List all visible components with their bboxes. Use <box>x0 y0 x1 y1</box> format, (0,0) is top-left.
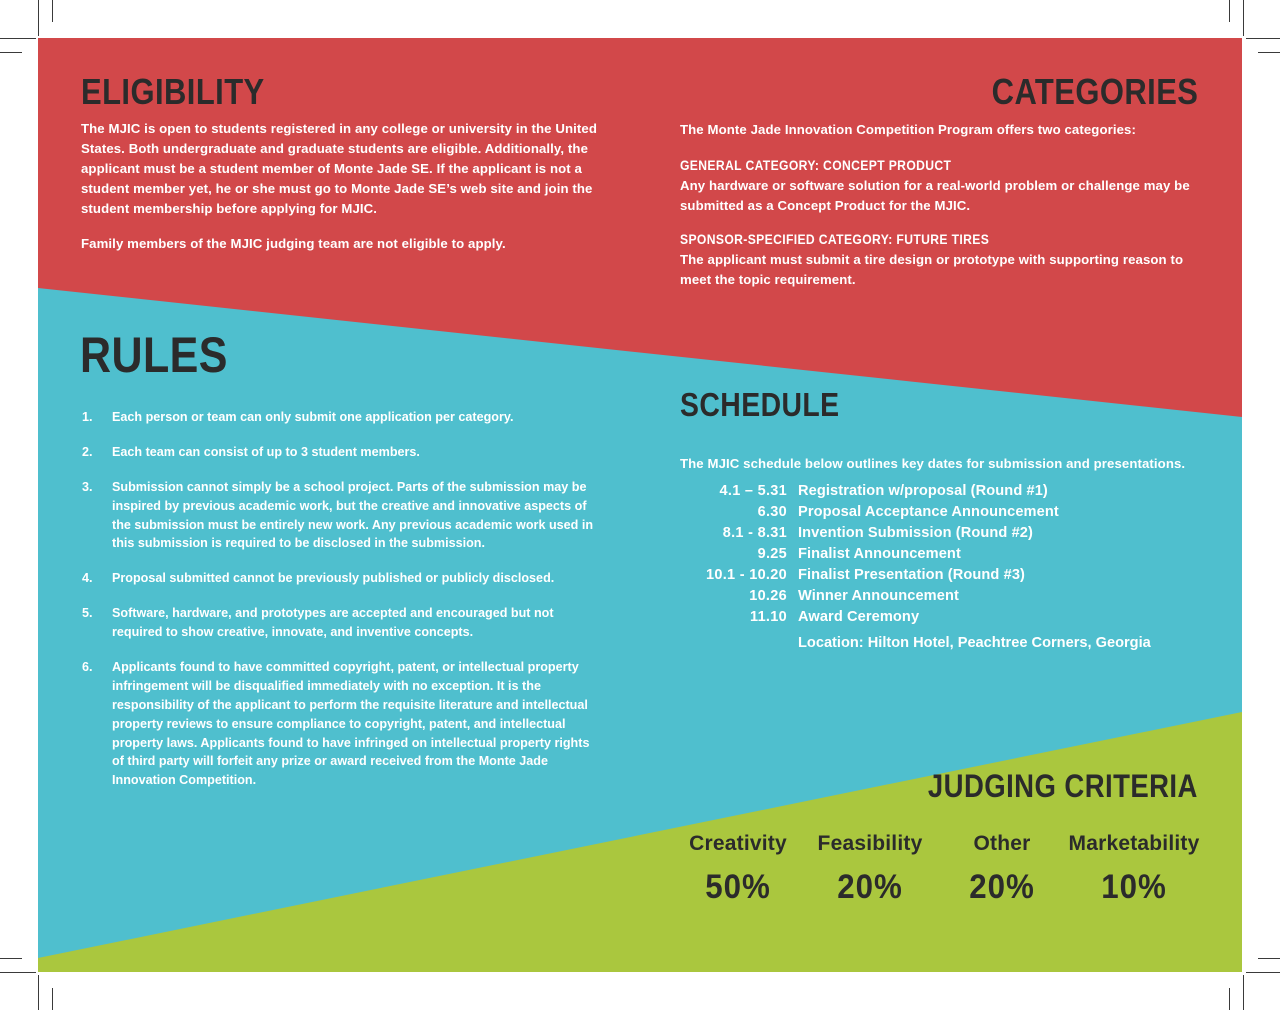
schedule-location: Location: Hilton Hotel, Peachtree Corners, Georgia <box>798 635 1151 651</box>
schedule-row <box>680 588 1200 604</box>
schedule-event: Proposal Acceptance Announcement <box>798 504 1059 520</box>
rules-title: RULES <box>80 327 228 383</box>
schedule-row <box>680 546 1200 562</box>
schedule-date: 11.10 <box>750 609 787 625</box>
rule-text: Each person or team can only submit one application per category. <box>112 410 514 424</box>
rule-item <box>82 604 602 642</box>
schedule-date: 8.1 - 8.31 <box>722 525 787 541</box>
schedule-date: 6.30 <box>757 504 787 520</box>
schedule-event: Invention Submission (Round #2) <box>798 525 1033 541</box>
rule-item <box>82 408 602 427</box>
schedule-event: Winner Announcement <box>798 588 959 604</box>
schedule-event: Finalist Presentation (Round #3) <box>798 567 1025 583</box>
schedule-row <box>680 525 1200 541</box>
rule-number: 1. <box>82 410 93 424</box>
schedule-date: 9.25 <box>757 546 787 562</box>
schedule-event: Finalist Announcement <box>798 546 961 562</box>
rules-list <box>82 408 602 806</box>
schedule-date: 10.1 - 10.20 <box>706 567 787 583</box>
categories-body <box>680 120 1200 290</box>
rule-item <box>82 478 602 554</box>
category-text: The applicant must submit a tire design or prototype with supporting reason to meet the topic requirement. <box>680 252 1184 288</box>
criteria-value: 50% <box>705 868 771 906</box>
criteria-value: 20% <box>837 868 903 906</box>
criteria-item <box>804 832 936 907</box>
criteria-item <box>672 832 804 907</box>
schedule-title: SCHEDULE <box>680 386 840 423</box>
schedule-date: 4.1 – 5.31 <box>719 483 787 499</box>
judging-criteria-grid <box>672 832 1200 907</box>
rule-number: 5. <box>82 606 93 621</box>
schedule-row <box>680 609 1200 625</box>
criteria-value: 10% <box>1101 868 1167 906</box>
rule-item <box>82 443 602 462</box>
rule-text: Each team can consist of up to 3 student members. <box>112 444 420 459</box>
rule-item <box>82 658 602 790</box>
category-item <box>680 232 1200 290</box>
rule-number: 3. <box>82 479 93 494</box>
schedule-date: 10.26 <box>749 588 787 604</box>
criteria-label: Feasibility <box>817 832 923 855</box>
criteria-item <box>1068 832 1200 907</box>
schedule-event: Registration w/proposal (Round #1) <box>798 483 1048 499</box>
schedule-intro: The MJIC schedule below outlines key dates for submission and presentations. <box>680 456 1186 472</box>
schedule-row <box>680 504 1200 520</box>
eligibility-paragraph: Family members of the MJIC judging team are not eligible to apply. <box>81 236 506 252</box>
rule-number: 4. <box>82 571 93 586</box>
rule-number: 2. <box>82 444 93 459</box>
category-heading: SPONSOR-SPECIFIED CATEGORY: FUTURE TIRES <box>680 232 990 248</box>
criteria-label: Creativity <box>689 832 787 855</box>
categories-title: CATEGORIES <box>991 71 1198 112</box>
judging-criteria-title: JUDGING CRITERIA <box>928 768 1198 804</box>
eligibility-paragraph: The MJIC is open to students registered in any college or university in the United States. Both undergraduate and graduate students are eligible. Additionally, the applicant must be a student member of Monte Jade SE. If the applicant is not a student member yet, he or she must go to Monte Jade SE’s web site and join the student membership before applying for MJIC. <box>81 121 598 217</box>
category-text: Any hardware or software solution for a real-world problem or challenge may be submitted as a Concept Product for the MJIC. <box>680 178 1190 214</box>
eligibility-title: ELIGIBILITY <box>81 71 265 112</box>
category-item <box>680 158 1200 216</box>
category-heading: GENERAL CATEGORY: CONCEPT PRODUCT <box>680 158 952 174</box>
rule-number: 6. <box>82 660 93 675</box>
rule-item <box>82 569 602 588</box>
rule-text: Submission cannot simply be a school project. Parts of the submission may be inspired by previous academic work, but the creative and innovative aspects of the submission must be entirely new work. Any previous academic work used in this submission is required to be disclosed in the submission. <box>112 479 594 551</box>
rule-text: Applicants found to have committed copyright, patent, or intellectual property infringement will be disqualified immediately with no exception. It is the responsibility of the applicant to perform the requisite literature and intellectual property reviews to ensure compliance to copyright, patent, and intellectual property laws. Applicants found to have infringed on intellectual property rights of third party will forfeit any prize or award received from the Monte Jade Innovation Competition. <box>112 660 590 788</box>
schedule-row <box>680 483 1200 499</box>
schedule-table <box>680 483 1200 651</box>
criteria-item <box>936 832 1068 907</box>
criteria-value: 20% <box>969 868 1035 906</box>
rule-text: Software, hardware, and prototypes are accepted and encouraged but not required to show creative, innovate, and inventive concepts. <box>112 606 554 640</box>
categories-intro: The Monte Jade Innovation Competition Program offers two categories: <box>680 122 1136 137</box>
schedule-event: Award Ceremony <box>798 609 920 625</box>
schedule-row <box>680 567 1200 583</box>
eligibility-body <box>81 119 597 254</box>
criteria-label: Marketability <box>1068 832 1200 855</box>
rule-text: Proposal submitted cannot be previously published or publicly disclosed. <box>112 571 555 586</box>
criteria-label: Other <box>973 832 1031 855</box>
